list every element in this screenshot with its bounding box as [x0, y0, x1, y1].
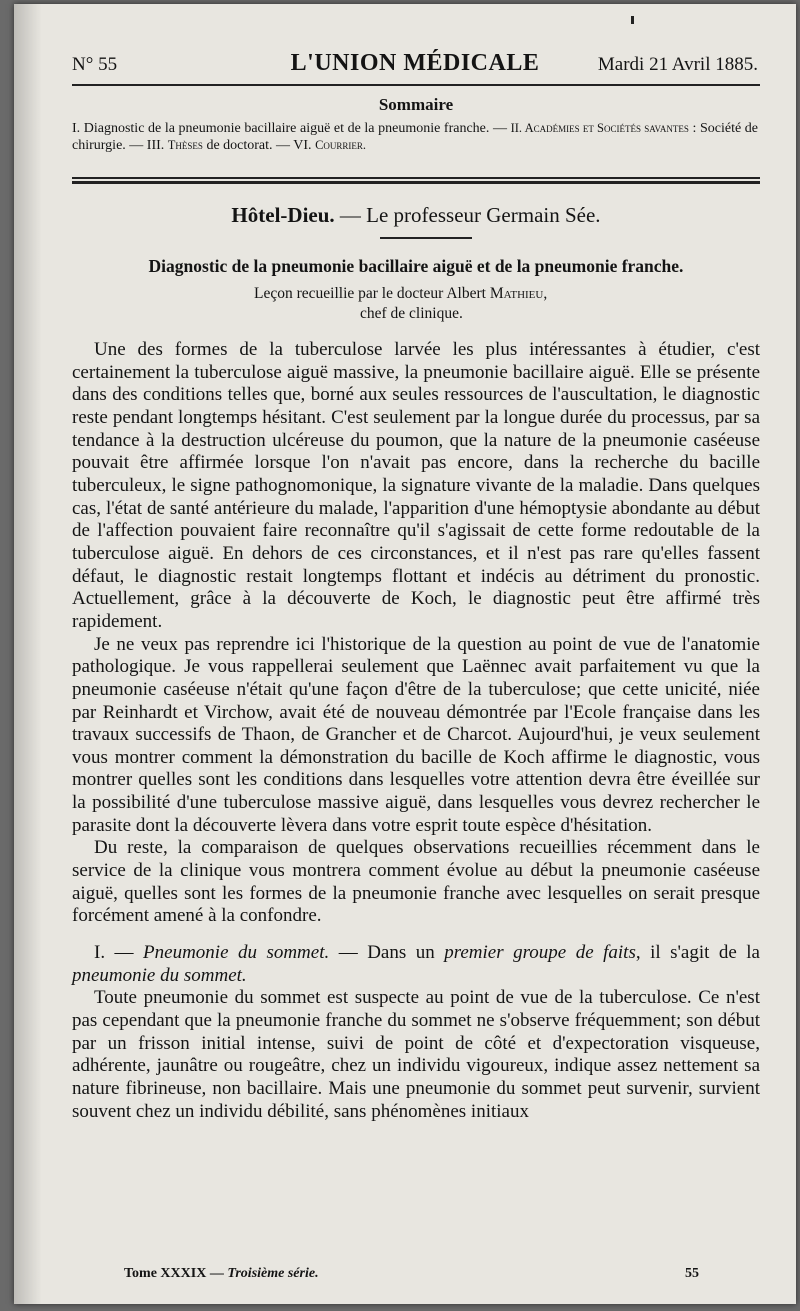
paragraph: Du reste, la comparaison de quelques observations recueillies récemment dans le service de la clinique vous montrera comment évolue au début la pneumonie caséeuse aiguë, quelles sont les formes de la pneumonie franche avec lesquelles on serait presque forcément amené à la confondre. — [72, 837, 760, 927]
paragraph: Je ne veux pas reprendre ici l'historique de la question au point de vue de l'anatomie pathologique. Je vous rappellerai seulement que Laënnec avait parfaitement vu que la pneumonie caséeuse n'était qu'une façon d'être de la tuberculose; que cette unicité, niée par Reinhardt et Virchow, avait été de nouveau démontrée par l'Ecole française dans les travaux successifs de Thaon, de Grancher et de Charcot. Aujourd'hui, je veux seulement vous montrer comment la démonstration du bacille de Koch affirme le diagnostic, vous montrer quelles sont les conditions dans lesquelles votre attention devra être éveillée sur la possibilité d'une tuberculose massive aiguë, dans lesquelles vous devrez rechercher le parasite dont la découverte lèvera dans votre esprit toute espèce d'hésitation. — [72, 633, 760, 836]
ink-mark — [631, 16, 634, 24]
section-emphasis: premier groupe de faits — [444, 942, 636, 964]
summary-rule-thick — [72, 181, 760, 184]
summary-item-4-pre: VI. — [293, 138, 316, 153]
paragraph: Une des formes de la tuberculose larvée les plus intéressantes à étudier, c'est certainement la tuberculose aiguë massive, la pneumonie bacillaire aiguë. Elle se présente dans des conditions telles que, borné aux seules ressources de l'auscultation, le diagnostic reste pendant longtemps hésitant. C'est seulement par la longue durée du processus, par sa tendance à la destruction ulcéreuse du poumon, que la nature de la pneumonie caséeuse pouvait être affirmée lorsque l'on n'avait pas encore, dans la recherche du bacille tuberculeux, le signe pathognomonique, la signature vivante de la maladie. Dans quelques cas, l'état de santé antérieure du malade, l'apparition d'une hémoptysie abondante au début de l'affection pouvaient faire reconnaître qu'il s'agissait de cette forme redoutable de la tuberculose aiguë. En dehors de ces circonstances, et il n'est pas rare qu'elles fassent défaut, le diagnostic restait longtemps flottant et indécis au détriment du pronostic. Actuellement, grâce à la découverte de Koch, le diagnostic peut être affirmé très rapidement. — [72, 339, 760, 632]
section-text: — Dans un — [329, 942, 445, 964]
running-header — [72, 50, 758, 80]
section-text: , il s'agit de la — [635, 942, 760, 964]
section-title: Pneumonie du sommet. — [143, 942, 330, 964]
scanned-page — [14, 4, 796, 1304]
section-emphasis: pneumonie du sommet. — [72, 964, 247, 986]
page-footer — [124, 1266, 699, 1288]
summary-item-1: I. Diagnostic de la pneumonie bacillaire aiguë et de la pneumonie franche. — — [72, 121, 511, 136]
summary-item-2: : Société de chirurgie. — — [72, 121, 759, 153]
article-body — [72, 339, 760, 1123]
summary-item-4-head: Courrier. — [315, 138, 367, 152]
page-number: 55 — [685, 1266, 699, 1281]
issue-number: N° 55 — [72, 54, 118, 75]
binding-shadow — [14, 4, 42, 1304]
volume-info — [124, 1266, 319, 1282]
header-rule — [72, 84, 760, 86]
article-title: Diagnostic de la pneumonie bacillaire aiguë et de la pneumonie franche. — [148, 256, 684, 276]
series-label: Troisième série. — [227, 1266, 319, 1281]
paragraph: Toute pneumonie du sommet est suspecte au point de vue de la tuberculose. Ce n'est pas cependant que la pneumonie franche du sommet ne s'observe fréquemment; son début par un frisson initial intense, suivi de point de côté et d'expectoration visqueuse, adhérente, jaunâtre ou rougeâtre, chez un individu vigoureux, indique assez nettement sa nature fibrineuse, non bacillaire. Mais une pneumonie du sommet peut survenir, survient souvent chez un individu débilité, sans phénomènes initiaux — [72, 987, 760, 1122]
summary-title: Sommaire — [378, 95, 454, 114]
hospital-name: Hôtel-Dieu. — [231, 203, 335, 227]
doctor-role: chef de clinique. — [360, 305, 463, 322]
section-rule — [380, 237, 472, 239]
summary-rule-thin — [72, 177, 760, 179]
hospital-heading — [72, 203, 760, 228]
byline-text: Leçon recueillie par le docteur Albert — [254, 285, 490, 302]
professor-name: — Le professeur Germain Sée. — [334, 203, 601, 227]
tome-label: Tome XXXIX — — [124, 1266, 228, 1281]
summary-item-3-pre: III. — [146, 138, 168, 153]
summary-item-2-head: II. Académies et Sociétés savantes — [510, 121, 689, 135]
doctor-name: Mathieu, — [489, 285, 548, 302]
issue-date: Mardi 21 Avril 1885. — [597, 54, 758, 75]
section-heading — [72, 942, 760, 987]
byline — [254, 284, 654, 324]
summary-item-3-head: Thèses — [167, 138, 203, 152]
summary-contents — [72, 120, 758, 154]
summary-item-3: de doctorat. — — [202, 138, 294, 153]
journal-title: L'UNION MÉDICALE — [290, 50, 540, 76]
section-number: I. — — [94, 942, 144, 964]
